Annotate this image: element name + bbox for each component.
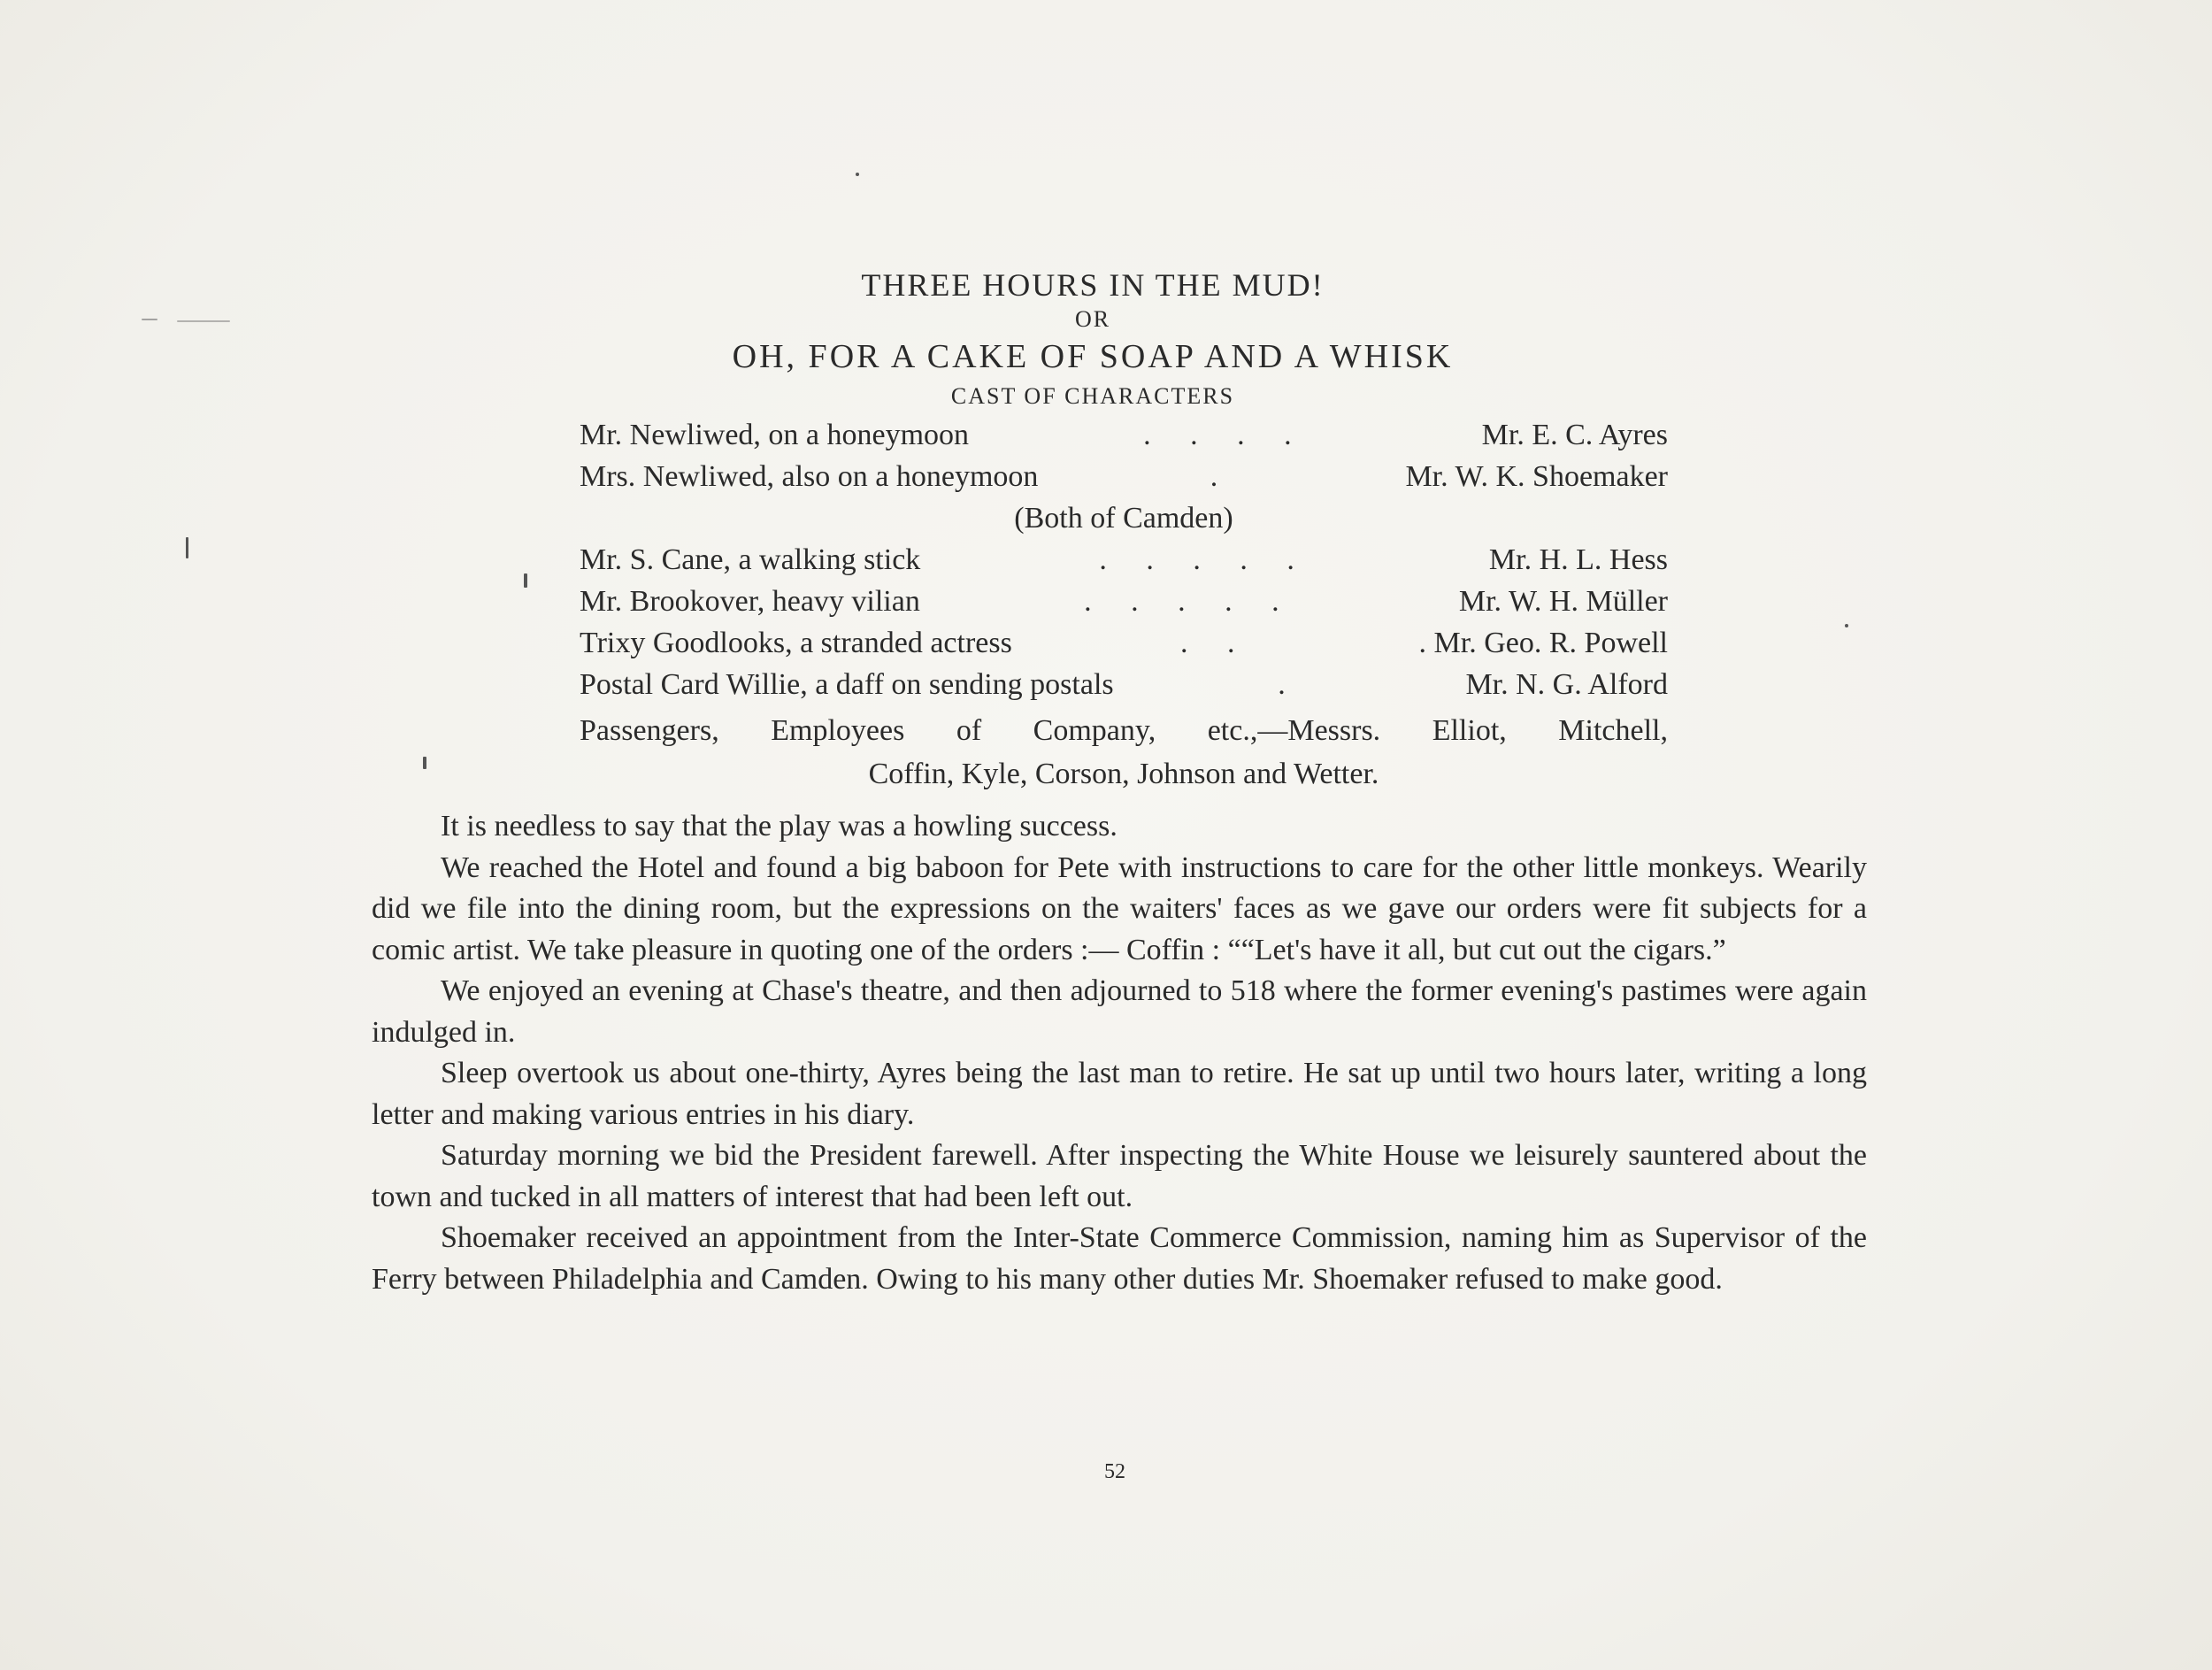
cast-role: Mr. Newliwed, on a honeymoon [580, 419, 970, 451]
page-speck [1845, 624, 1848, 627]
page-content [372, 266, 1867, 1300]
cast-role: Mrs. Newliwed, also on a honeymoon [580, 460, 1039, 493]
page-speck [856, 173, 859, 176]
cast-row [580, 456, 1668, 497]
paragraph: Saturday morning we bid the President farewell. After inspecting the White House we leisurely sauntered about the town and tucked in all matters of interest that had been left out. [372, 1139, 1867, 1213]
cast-actor: Mr. N. G. Alford [1465, 668, 1668, 701]
paragraph: We enjoyed an evening at Chase's theatre, and then adjourned to 518 where the former evening's pastimes were again indulged in. [372, 974, 1867, 1049]
page-speck [186, 537, 188, 558]
play-title: THREE HOURS IN THE MUD! [861, 267, 1325, 303]
cast-note: (Both of Camden) [1014, 502, 1233, 535]
paragraph: It is needless to say that the play was a howling success. [441, 810, 1118, 843]
cast-row [580, 539, 1668, 581]
title-or: OR [1074, 306, 1111, 332]
cast-dots: . . . . . [1099, 543, 1310, 576]
cast-row [580, 581, 1668, 622]
cast-heading: CAST OF CHARACTERS [950, 383, 1235, 409]
cast-actor: Mr. E. C. Ayres [1481, 419, 1668, 451]
page-number: 52 [1104, 1460, 1125, 1483]
cast-row [580, 622, 1668, 664]
cast-dots: . [1278, 668, 1302, 701]
page-speck [177, 320, 230, 322]
paragraph: Shoemaker received an appointment from the Inter-State Commerce Commission, naming him as Supervisor of the Ferry between Philadelphia and Camden. Owing to his many other duties Mr. Shoemaker refused to make good. [372, 1221, 1867, 1296]
page-speck [423, 757, 426, 769]
cast-dots: . . . . [1143, 419, 1308, 451]
cast-actor: . Mr. Geo. R. Powell [1418, 627, 1668, 659]
cast-dots: . . [1179, 627, 1251, 659]
passengers-line: Passengers, Employees of Company, etc.,—Messrs. Elliot, Mitchell, [580, 714, 1668, 747]
page-speck [524, 573, 527, 588]
cast-row [580, 414, 1668, 456]
cast-actor: Mr. H. L. Hess [1488, 543, 1668, 576]
paragraph: We reached the Hotel and found a big baboon for Pete with instructions to care for the other little monkeys. Wearily did we file into the dining room, but the expressions on the waiters' faces as we gave our orders were fit subjects for a comic artist. We take pleasure in quoting one of the orders :— Coffin : ““Let's have it all, but cut out the cigars.” [372, 850, 1867, 966]
cast-dots: . . . . . [1084, 585, 1295, 618]
body-text [372, 806, 1867, 1300]
paragraph: Sleep overtook us about one-thirty, Ayres being the last man to retire. He sat up until two hours later, writing a long letter and making various entries in his diary. [372, 1057, 1867, 1131]
cast-role: Postal Card Willie, a daff on sending postals [580, 668, 1114, 701]
cast-list [580, 414, 1668, 796]
cast-actor: Mr. W. K. Shoemaker [1405, 460, 1668, 493]
cast-dots: . [1210, 460, 1234, 493]
cast-row [580, 664, 1668, 705]
passengers-line-continued: Coffin, Kyle, Corson, Johnson and Wetter. [868, 758, 1379, 790]
play-subtitle: OH, FOR A CAKE OF SOAP AND A WHISK [732, 338, 1454, 375]
cast-role: Trixy Goodlooks, a stranded actress [580, 627, 1012, 659]
page-speck [142, 319, 157, 320]
cast-role: Mr. S. Cane, a walking stick [580, 543, 921, 576]
cast-role: Mr. Brookover, heavy vilian [580, 585, 920, 618]
cast-actor: Mr. W. H. Müller [1458, 585, 1668, 618]
